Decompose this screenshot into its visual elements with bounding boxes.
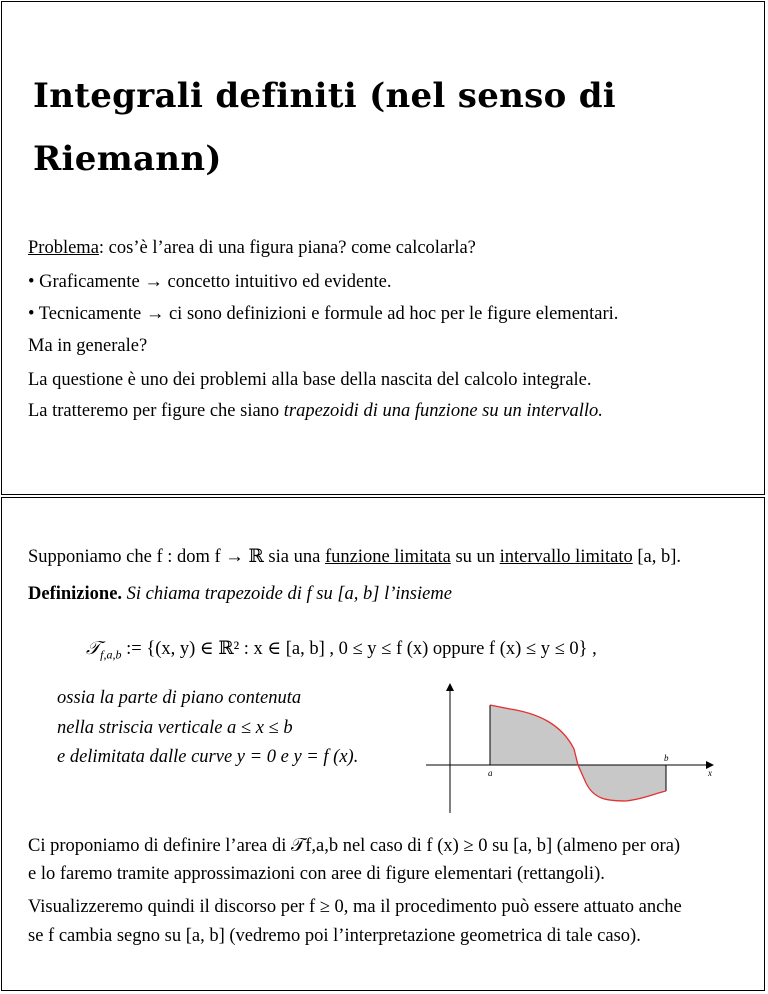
paragraph-2-line-1: Visualizzeremo quindi il discorso per f ≥ 0, ma il procedimento può essere attuato anche [28, 897, 682, 917]
slide-2 [1, 497, 765, 991]
problem-label: Problema [28, 238, 99, 258]
y-axis-arrow [446, 683, 454, 691]
definition-line [28, 584, 452, 605]
trapezoid-graph [426, 683, 716, 815]
slide-title-line-1: Integrali definiti (nel senso di [33, 76, 617, 116]
problem-line [28, 238, 476, 259]
assumption-text-3: [a, b]. [632, 547, 682, 567]
slide-1 [1, 1, 765, 495]
definition-text: Si chiama trapezoide di f su [a, b] l’insieme [122, 584, 452, 604]
formula-subscript: f,a,b [100, 647, 122, 662]
assumption-text-1: Supponiamo che f : dom f → ℝ sia una [28, 547, 325, 567]
trapezoid-italic: trapezoidi di una funzione su un intervallo. [283, 401, 603, 421]
formula-body: := {(x, y) ∈ ℝ² : x ∈ [a, b] , 0 ≤ y ≤ f (x) oppure f (x) ≤ y ≤ 0} , [121, 639, 597, 659]
trapezoid-fill-negative [578, 765, 666, 801]
question-text: La questione è uno dei problemi alla base della nascita del calcolo integrale. [28, 370, 592, 390]
trapezoid-line [28, 401, 603, 422]
assumption-text-2: su un [450, 547, 500, 567]
bullet-graphically: • Graficamente → concetto intuitivo ed evidente. [28, 272, 392, 292]
slide-title-line-2: Riemann) [33, 139, 222, 179]
trapezoid-formula [86, 638, 597, 663]
bounded-interval: intervallo limitato [499, 547, 633, 567]
description-line-1: ossia la parte di piano contenuta [57, 688, 302, 708]
description-line-2: nella striscia verticale a ≤ x ≤ b [57, 718, 293, 738]
problem-text: : cos’è l’area di una figura piana? come calcolarla? [98, 238, 476, 258]
bullet-technically: • Tecnicamente → ci sono definizioni e formule ad hoc per le figure elementari. [28, 304, 619, 324]
assumption-line [28, 546, 681, 568]
label-a: a [488, 768, 493, 778]
paragraph-2-line-2: se f cambia segno su [a, b] (vedremo poi l’interpretazione geometrica di tale caso). [28, 926, 641, 946]
label-b: b [664, 753, 669, 763]
description-line-3: e delimitata dalle curve y = 0 e y = f (x). [57, 747, 359, 767]
formula-symbol: 𝒯 [86, 639, 101, 659]
definition-label: Definizione. [28, 584, 123, 604]
bounded-function: funzione limitata [324, 547, 451, 567]
general-question: Ma in generale? [28, 336, 148, 356]
label-x: x [708, 768, 712, 778]
paragraph-1-line-2: e lo faremo tramite approssimazioni con aree di figure elementari (rettangoli). [28, 864, 605, 884]
trapezoid-text: La tratteremo per figure che siano [28, 401, 284, 421]
paragraph-1-line-1: Ci proponiamo di definire l’area di 𝒯f,a,b nel caso di f (x) ≥ 0 su [a, b] (almeno per ora) [28, 836, 681, 856]
